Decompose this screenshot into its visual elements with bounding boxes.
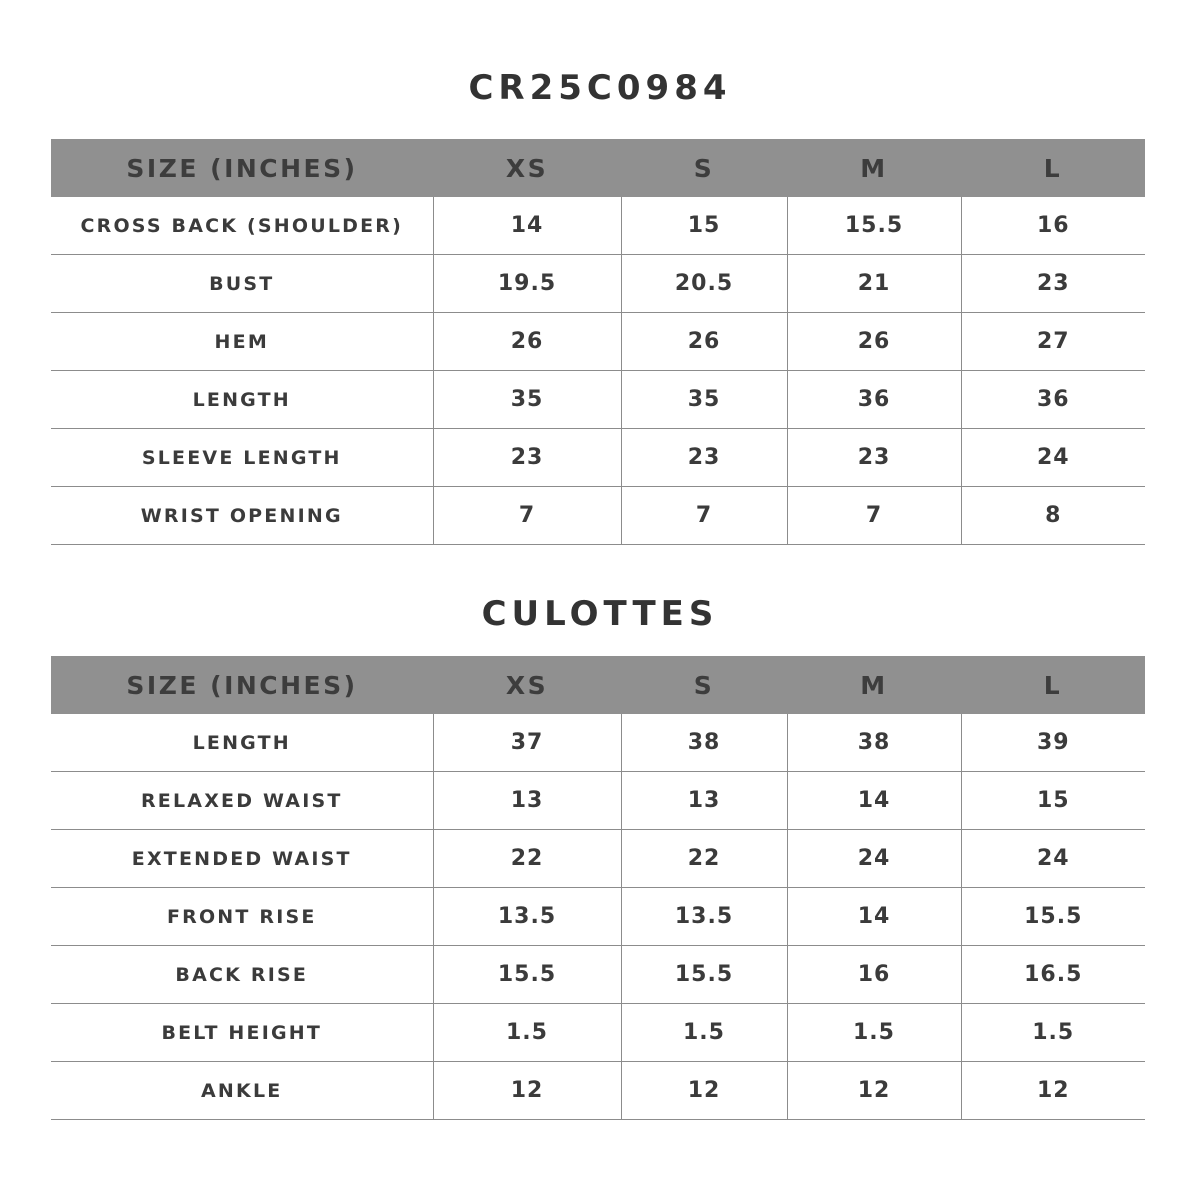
cell-l: 16.5 [961, 946, 1145, 1004]
cell-l: 27 [961, 313, 1145, 371]
cell-s: 13 [621, 772, 787, 830]
cell-s: 35 [621, 371, 787, 429]
cell-xs: 23 [433, 429, 621, 487]
cell-m: 38 [787, 714, 961, 772]
cell-s: 20.5 [621, 255, 787, 313]
cell-m: 14 [787, 772, 961, 830]
row-label: CROSS BACK (SHOULDER) [51, 197, 433, 255]
cell-l: 1.5 [961, 1004, 1145, 1062]
cell-m: 21 [787, 255, 961, 313]
header-size-xs: XS [433, 656, 621, 714]
cell-s: 15 [621, 197, 787, 255]
header-size-s: S [621, 139, 787, 197]
table-row [51, 830, 1145, 888]
row-label: FRONT RISE [51, 888, 433, 946]
cell-m: 12 [787, 1062, 961, 1120]
row-label: LENGTH [51, 371, 433, 429]
header-row [51, 656, 1145, 714]
row-label: EXTENDED WAIST [51, 830, 433, 888]
cell-l: 24 [961, 429, 1145, 487]
row-label: LENGTH [51, 714, 433, 772]
cell-xs: 35 [433, 371, 621, 429]
header-size-s: S [621, 656, 787, 714]
header-size-xs: XS [433, 139, 621, 197]
cell-xs: 7 [433, 487, 621, 545]
cell-l: 15 [961, 772, 1145, 830]
table-row [51, 429, 1145, 487]
cell-s: 26 [621, 313, 787, 371]
table-row [51, 1062, 1145, 1120]
culottes-size-chart-title: CULOTTES [481, 594, 719, 634]
row-label: HEM [51, 313, 433, 371]
cell-xs: 19.5 [433, 255, 621, 313]
table-row [51, 255, 1145, 313]
cell-s: 15.5 [621, 946, 787, 1004]
cell-s: 12 [621, 1062, 787, 1120]
cell-m: 1.5 [787, 1004, 961, 1062]
row-label: BELT HEIGHT [51, 1004, 433, 1062]
row-label: SLEEVE LENGTH [51, 429, 433, 487]
table-row [51, 197, 1145, 255]
cell-l: 16 [961, 197, 1145, 255]
table-row [51, 714, 1145, 772]
row-label: WRIST OPENING [51, 487, 433, 545]
cell-m: 26 [787, 313, 961, 371]
cell-l: 24 [961, 830, 1145, 888]
top-size-chart-title: CR25C0984 [468, 68, 732, 108]
cell-l: 15.5 [961, 888, 1145, 946]
cell-xs: 12 [433, 1062, 621, 1120]
row-label: BUST [51, 255, 433, 313]
cell-xs: 37 [433, 714, 621, 772]
cell-m: 7 [787, 487, 961, 545]
cell-s: 23 [621, 429, 787, 487]
cell-s: 1.5 [621, 1004, 787, 1062]
table-row [51, 1004, 1145, 1062]
cell-xs: 13 [433, 772, 621, 830]
cell-xs: 13.5 [433, 888, 621, 946]
header-size-m: M [787, 139, 961, 197]
header-size-l: L [961, 139, 1145, 197]
header-size-label: SIZE (INCHES) [51, 139, 433, 197]
cell-s: 38 [621, 714, 787, 772]
top-size-chart-table [51, 139, 1145, 545]
cell-l: 8 [961, 487, 1145, 545]
cell-xs: 26 [433, 313, 621, 371]
table-row [51, 888, 1145, 946]
row-label: ANKLE [51, 1062, 433, 1120]
cell-m: 15.5 [787, 197, 961, 255]
cell-s: 7 [621, 487, 787, 545]
cell-m: 36 [787, 371, 961, 429]
header-size-label: SIZE (INCHES) [51, 656, 433, 714]
cell-l: 36 [961, 371, 1145, 429]
cell-m: 16 [787, 946, 961, 1004]
table-row [51, 371, 1145, 429]
culottes-size-chart-table [51, 656, 1145, 1120]
cell-l: 23 [961, 255, 1145, 313]
table-row [51, 487, 1145, 545]
row-label: RELAXED WAIST [51, 772, 433, 830]
cell-xs: 15.5 [433, 946, 621, 1004]
cell-xs: 22 [433, 830, 621, 888]
cell-xs: 14 [433, 197, 621, 255]
table-row [51, 946, 1145, 1004]
table-row [51, 313, 1145, 371]
cell-m: 24 [787, 830, 961, 888]
cell-s: 13.5 [621, 888, 787, 946]
cell-m: 23 [787, 429, 961, 487]
table-row [51, 772, 1145, 830]
cell-m: 14 [787, 888, 961, 946]
cell-s: 22 [621, 830, 787, 888]
header-size-m: M [787, 656, 961, 714]
cell-l: 12 [961, 1062, 1145, 1120]
header-row [51, 139, 1145, 197]
cell-l: 39 [961, 714, 1145, 772]
cell-xs: 1.5 [433, 1004, 621, 1062]
row-label: BACK RISE [51, 946, 433, 1004]
header-size-l: L [961, 656, 1145, 714]
